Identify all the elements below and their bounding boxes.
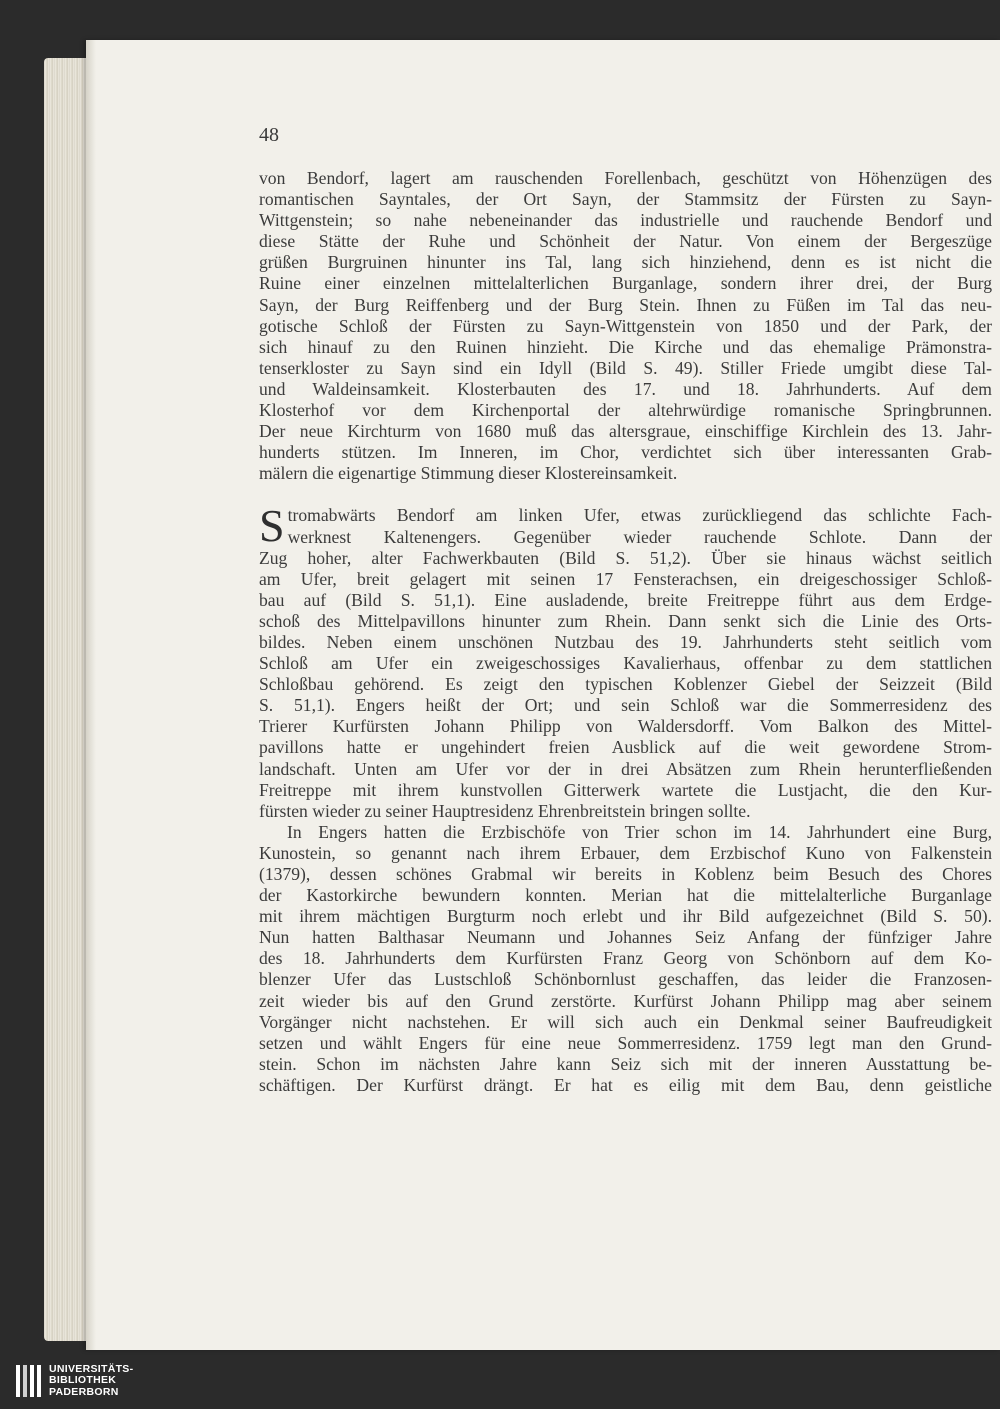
text-line: Nun hatten Balthasar Neumann und Johannes Seiz Anfang der fünfziger Jahre xyxy=(259,927,992,948)
text-line: setzen und wählt Engers für eine neue Sommerresidenz. 1759 legt man den Grund- xyxy=(259,1032,992,1053)
text-line: Schloß am Ufer ein zweigeschossiges Kavalierhaus, offenbar zu dem stattlichen xyxy=(259,653,992,674)
text-line: tromabwärts Bendorf am linken Ufer, etwas zurückliegend das schlichte Fach- xyxy=(287,505,992,526)
paragraph-1 xyxy=(259,168,992,484)
text-line: blenzer Ufer das Lustschloß Schönbornlust geschaffen, das leider die Franzosen- xyxy=(259,969,992,990)
text-line: Freitreppe mit ihrem kunstvollen Gitterwerk wartete die Lustjacht, die den Kur- xyxy=(259,779,992,800)
library-logo xyxy=(16,1363,133,1399)
book-page xyxy=(86,40,1000,1350)
text-line: schäftigen. Der Kurfürst drängt. Er hat es eilig mit dem Bau, denn geistliche xyxy=(259,1074,992,1095)
paragraph-2 xyxy=(259,500,992,821)
text-line: S. 51,1). Engers heißt der Ort; und sein Schloß war die Sommerresidenz des xyxy=(259,695,992,716)
text-line: und Waldeinsamkeit. Klosterbauten des 17. und 18. Jahrhunderts. Auf dem xyxy=(259,378,992,399)
text-line: Zug hoher, alter Fachwerkbauten (Bild S. 51,2). Über sie hinaus wächst seitlich xyxy=(259,547,992,568)
logo-line: PADERBORN xyxy=(49,1385,119,1398)
text-line: In Engers hatten die Erzbischöfe von Trier schon im 14. Jahrhundert eine Burg, xyxy=(287,821,992,842)
text-line: diese Stätte der Ruhe und Schönheit der Natur. Von einem der Bergeszüge xyxy=(259,231,992,252)
library-logo-icon xyxy=(16,1365,41,1397)
text-line: Trierer Kurfürsten Johann Philipp von Waldersdorff. Vom Balkon des Mittel- xyxy=(259,716,992,737)
logo-line: UNIVERSITÄTS- xyxy=(49,1362,134,1375)
text-line: landschaft. Unten am Ufer vor der in drei Absätzen zum Rhein herunterfließenden xyxy=(259,758,992,779)
body-text xyxy=(259,168,992,1096)
text-line: grüßen Burgruinen hinunter ins Tal, lang sich hinziehend, denn es ist nicht die xyxy=(259,252,992,273)
text-line: der Kastorkirche bewundern konnten. Merian hat die mittelalterliche Burganlage xyxy=(259,885,992,906)
text-line: werknest Kaltenengers. Gegenüber wieder rauchende Schlote. Dann der xyxy=(287,526,992,547)
text-line: des 18. Jahrhunderts dem Kurfürsten Franz Georg von Schönborn auf dem Ko- xyxy=(259,948,992,969)
text-line: sich hinauf zu den Ruinen hinzieht. Die Kirche und das ehemalige Prämonstra- xyxy=(259,336,992,357)
text-line: Wittgenstein; so nahe nebeneinander das industrielle und rauchende Bendorf und xyxy=(259,210,992,231)
text-line: Schloßbau gehörend. Es zeigt den typischen Koblenzer Giebel der Seizzeit (Bild xyxy=(259,674,992,695)
text-line: Kunostein, so genannt nach ihrem Erbauer, dem Erzbischof Kuno von Falkenstein xyxy=(259,842,992,863)
logo-line: BIBLIOTHEK xyxy=(49,1374,117,1387)
book-page-edges xyxy=(44,58,92,1341)
library-logo-text xyxy=(49,1364,133,1399)
text-line: Klosterhof vor dem Kirchenportal der altehrwürdige romanische Springbrunnen. xyxy=(259,400,992,421)
text-line: pavillons hatte er ungehindert freien Ausblick auf die weit gewordene Strom- xyxy=(259,737,992,758)
text-line: zeit wieder bis auf den Grund zerstörte. Kurfürst Johann Philipp mag aber seinem xyxy=(259,990,992,1011)
text-line: mit ihrem mächtigen Burgturm noch erlebt und ihr Bild aufgezeichnet (Bild S. 50). xyxy=(259,906,992,927)
text-line: Der neue Kirchturm von 1680 muß das altersgraue, einschiffige Kirchlein des 13. Jahr- xyxy=(259,421,992,442)
text-line: romantischen Sayntales, der Ort Sayn, der Stammsitz der Fürsten zu Sayn- xyxy=(259,189,992,210)
text-line: tenserkloster zu Sayn sind ein Idyll (Bild S. 49). Stiller Friede umgibt diese Tal- xyxy=(259,357,992,378)
paragraph-3 xyxy=(259,822,992,1096)
text-line: mälern die eigenartige Stimmung dieser Klostereinsamkeit. xyxy=(259,463,678,484)
text-line: stein. Schon im nächsten Jahre kann Seiz sich mit der inneren Ausstattung be- xyxy=(259,1053,992,1074)
drop-cap: S xyxy=(259,500,285,552)
text-line: schoß des Mittelpavillons hinunter zum Rhein. Dann senkt sich die Linie des Orts- xyxy=(259,610,992,631)
page-number: 48 xyxy=(259,124,279,146)
text-line: Vorgänger nicht nachstehen. Er will sich auch ein Denkmal seiner Baufreudigkeit xyxy=(259,1011,992,1032)
text-line: bildes. Neben einem unschönen Nutzbau des 19. Jahrhunderts steht seitlich vom xyxy=(259,631,992,652)
text-line: hunderts stützen. Im Inneren, im Chor, verdichtet sich über interessanten Grab- xyxy=(259,442,992,463)
text-line: am Ufer, breit gelagert mit seinen 17 Fensterachsen, ein dreigeschossiger Schloß- xyxy=(259,568,992,589)
text-line: Ruine einer einzelnen mittelalterlichen Burganlage, sondern ihrer drei, der Burg xyxy=(259,273,992,294)
text-line: bau auf (Bild S. 51,1). Eine ausladende, breite Freitreppe führt aus dem Erdge- xyxy=(259,589,992,610)
text-line: von Bendorf, lagert am rauschenden Forellenbach, geschützt von Höhenzügen des xyxy=(259,168,992,188)
text-line: Sayn, der Burg Reiffenberg und der Burg Stein. Ihnen zu Füßen im Tal das neu- xyxy=(259,294,992,315)
text-line: (1379), dessen schönes Grabmal wir bereits in Koblenz beim Besuch des Chores xyxy=(259,864,992,884)
text-line: gotische Schloß der Fürsten zu Sayn-Wittgenstein von 1850 und der Park, der xyxy=(259,315,992,336)
text-line: fürsten wieder zu seiner Hauptresidenz Ehrenbreitstein bringen sollte. xyxy=(259,800,751,821)
